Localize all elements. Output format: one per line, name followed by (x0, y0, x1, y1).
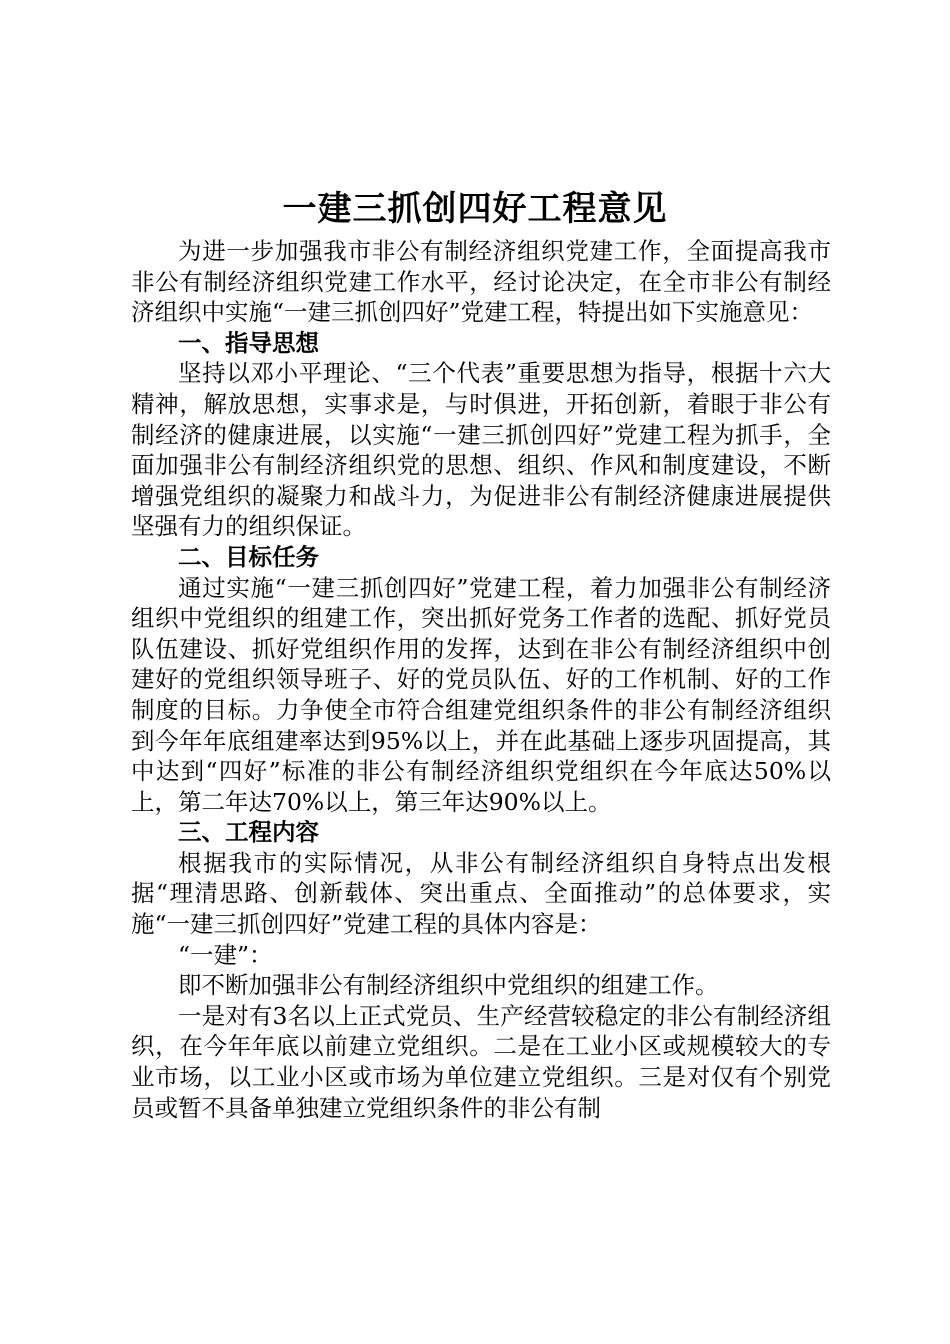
document-title: 一建三抓创四好工程意见 (282, 189, 668, 229)
section-paragraph-goals: 通过实施“一建三抓创四好”党建工程，着力加强非公有制经济组织中党组织的组建工作，突出抓好党务工作者的选配、抓好党员队伍建设、抓好党组织作用的发挥，达到在非公有制经济组织中创建好的党组织领导班子、好的党员队伍、好的工作机制、好的工作制度的目标。力争使全市符合组建党组织条件的非公有制经济组织到今年年底组建率达到95%以上，并在此基础上逐步巩固提高，其中达到“四好”标准的非公有制经济组织党组织在今年底达50%以上，第二年达70%以上，第三年达90%以上。 (131, 573, 831, 816)
document-body (131, 236, 831, 1123)
section-paragraph-project-content: 根据我市的实际情况，从非公有制经济组织自身特点出发根据“理清思路、创新载体、突出重点、全面推动”的总体要求，实施“一建三抓创四好”党建工程的具体内容是： (131, 848, 831, 939)
section-paragraph-guiding-ideology: 坚持以邓小平理论、“三个代表”重要思想为指导，根据十六大精神，解放思想，实事求是，与时俱进，开拓创新，着眼于非公有制经济的健康进展，以实施“一建三抓创四好”党建工程为抓手，全面加强非公有制经济组织党的思想、组织、作风和制度建设，不断增强党组织的凝聚力和战斗力，为促进非公有制经济健康进展提供坚强有力的组织保证。 (131, 359, 831, 541)
section-heading-project-content: 三、工程内容 (178, 818, 319, 847)
intro-paragraph: 为进一步加强我市非公有制经济组织党建工作，全面提高我市非公有制经济组织党建工作水平，经讨论决定，在全市非公有制经济组织中实施“一建三抓创四好”党建工程，特提出如下实施意见： (131, 237, 831, 327)
yijian-detail-paragraph: 一是对有3名以上正式党员、生产经营较稳定的非公有制经济组织，在今年年底以前建立党组织。二是在工业小区或规模较大的专业市场，以工业小区或市场为单位建立党组织。三是对仅有个别党员或暂不具备单独建立党组织条件的非公有制 (131, 1001, 831, 1122)
yijian-label: “一建”： (178, 940, 273, 969)
yijian-summary-paragraph: 即不断加强非公有制经济组织中党组织的组建工作。 (178, 971, 719, 1000)
section-heading-guiding-ideology: 一、指导思想 (178, 328, 319, 357)
section-heading-goals: 二、目标任务 (178, 542, 319, 571)
